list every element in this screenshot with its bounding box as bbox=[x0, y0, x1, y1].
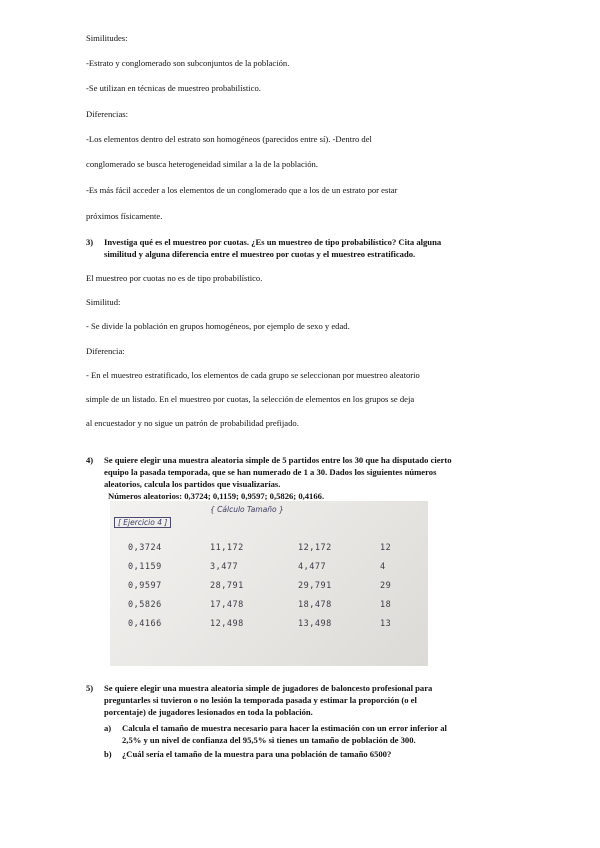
q3-answer: El muestreo por cuotas no es de tipo probabilístico. bbox=[86, 273, 263, 283]
handwritten-cell: 12,498 bbox=[210, 619, 244, 629]
handwritten-cell: 13,498 bbox=[298, 619, 332, 629]
difference-1: -Los elementos dentro del estrato son homogéneos (parecidos entre sí). -Dentro del bbox=[86, 134, 372, 144]
similarity-1: -Estrato y conglomerado son subconjuntos de la población. bbox=[86, 58, 290, 68]
q3-similitud-heading: Similitud: bbox=[86, 297, 121, 307]
question-3-line1: Investiga qué es el muestreo por cuotas. ¿Es un muestreo de tipo probabilístico? Cita alguna bbox=[104, 237, 442, 247]
handwritten-calculation-photo bbox=[110, 501, 428, 666]
q3-difference-3: al encuestador y no sigue un patrón de probabilidad prefijado. bbox=[86, 418, 299, 428]
handwritten-cell: 18,478 bbox=[298, 600, 332, 610]
question-5-number: 5) bbox=[86, 683, 94, 693]
handwritten-cell: 11,172 bbox=[210, 543, 244, 553]
question-3-number: 3) bbox=[86, 237, 94, 247]
photo-header-left: [ Ejercicio 4 ] bbox=[114, 517, 171, 528]
handwritten-cell: 3,477 bbox=[210, 562, 239, 572]
q3-difference-2: simple de un listado. En el muestreo por cuotas, la selección de elementos en los grupos se deja bbox=[86, 394, 415, 404]
q3-diferencia-heading: Diferencia: bbox=[86, 346, 125, 356]
question-4-line3: aleatorios, calcula los partidos que visualizarías. bbox=[104, 479, 281, 489]
handwritten-cell: 29 bbox=[380, 581, 392, 591]
handwritten-cell: 0,4166 bbox=[128, 619, 162, 629]
handwritten-cell: 13 bbox=[380, 619, 392, 629]
diferencias-heading: Diferencias: bbox=[86, 109, 128, 119]
handwritten-cell: 0,5826 bbox=[128, 600, 162, 610]
photo-header-title: { Cálculo Tamaño } bbox=[210, 505, 284, 514]
question-4-line1: Se quiere elegir una muestra aleatoria simple de 5 partidos entre los 30 que ha disputado cierto bbox=[104, 455, 452, 465]
handwritten-cell: 0,1159 bbox=[128, 562, 162, 572]
question-4-line2: equipo la pasada temporada, que se han numerado de 1 a 30. Dados los siguientes números bbox=[104, 467, 437, 477]
q5b-line1: ¿Cuál sería el tamaño de la muestra para una población de tamaño 6500? bbox=[122, 749, 392, 759]
q3-difference-1: - En el muestreo estratificado, los elementos de cada grupo se seleccionan por muestreo aleatorio bbox=[86, 370, 420, 380]
similitudes-heading: Similitudes: bbox=[86, 33, 128, 43]
q5a-line1: Calcula el tamaño de muestra necesario para hacer la estimación con un error inferior al bbox=[122, 723, 447, 733]
handwritten-cell: 12 bbox=[380, 543, 392, 553]
handwritten-cell: 4,477 bbox=[298, 562, 327, 572]
similarity-2: -Se utilizan en técnicas de muestreo probabilístico. bbox=[86, 83, 261, 93]
difference-2: -Es más fácil acceder a los elementos de un conglomerado que a los de un estrato por estar bbox=[86, 185, 398, 195]
handwritten-cell: 17,478 bbox=[210, 600, 244, 610]
difference-2-cont: próximos físicamente. bbox=[86, 211, 163, 221]
q3-similarity: - Se divide la población en grupos homogéneos, por ejemplo de sexo y edad. bbox=[86, 321, 350, 331]
random-numbers: Números aleatorios: 0,3724; 0,1159; 0,9597; 0,5826; 0,4166. bbox=[108, 491, 325, 501]
handwritten-cell: 18 bbox=[380, 600, 392, 610]
question-5-line2: preguntarles si tuvieron o no lesión la temporada pasada y estimar la proporción (o el bbox=[104, 695, 417, 705]
difference-1-cont: conglomerado se busca heterogeneidad similar a la de la población. bbox=[86, 159, 318, 169]
handwritten-cell: 29,791 bbox=[298, 581, 332, 591]
question-4-number: 4) bbox=[86, 455, 94, 465]
question-5-line1: Se quiere elegir una muestra aleatoria simple de jugadores de baloncesto profesional para bbox=[104, 683, 433, 693]
handwritten-cell: 0,9597 bbox=[128, 581, 162, 591]
question-5-line3: porcentaje) de jugadores lesionados en toda la población. bbox=[104, 707, 313, 717]
handwritten-cell: 28,791 bbox=[210, 581, 244, 591]
handwritten-cell: 0,3724 bbox=[128, 543, 162, 553]
handwritten-cell: 12,172 bbox=[298, 543, 332, 553]
q5b-label: b) bbox=[104, 749, 112, 759]
handwritten-cell: 4 bbox=[380, 562, 386, 572]
question-3-line2: similitud y alguna diferencia entre el muestreo por cuotas y el muestreo estratificado. bbox=[104, 249, 416, 259]
q5a-line2: 2,5% y un nivel de confianza del 95,5% si tienes un tamaño de población de 300. bbox=[122, 735, 416, 745]
q5a-label: a) bbox=[104, 723, 112, 733]
